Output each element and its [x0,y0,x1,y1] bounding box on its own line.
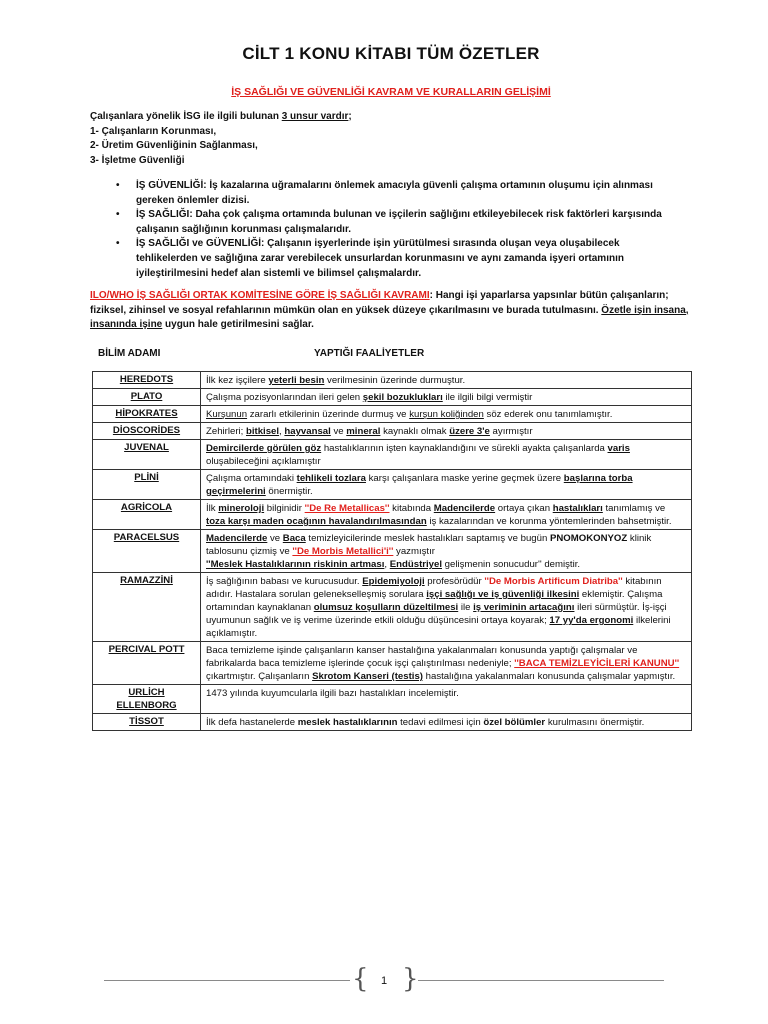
activity-text: meslek hastalıklarının [297,717,398,728]
ilo-paragraph [90,289,690,333]
activity-text: tehlikeli tozlara [296,473,366,484]
activity-text: yazmıştır [393,546,435,557]
activity-text: Epidemiyoloji [362,576,425,587]
activity-text: İş sağlığının babası ve kurucusudur. [206,576,363,587]
activity-text: Baca temizleme işinde çalışanların kanser hastalığına yakalanmaları konusunda yaptığı çalışmalar ve fabrikalarda baca temizleme işlerinde çocuk işçi çalıştırılması nedeniyle; [206,645,638,669]
ilo-text-end: uygun hale getirilmesini sağlar. [162,319,314,331]
activity-text: tanımlamış ve [602,503,666,514]
bullet-icon: • [116,238,120,250]
scientist-name: HİPOKRATES [93,406,201,423]
table-row [93,573,692,642]
footer-rule-left [104,980,350,981]
activity-text: ile ilgili bilgi vermiştir [442,392,533,403]
activity-text: 17 yy'da ergonomi [549,615,634,626]
scientist-activity [201,372,692,389]
table-row [93,406,692,423]
scientist-activity [201,714,692,731]
table-row [93,372,692,389]
table-row [93,685,692,714]
activity-text: kurulmasını önermiştir. [545,717,645,728]
section-subtitle: İŞ SAĞLIĞI VE GÜVENLİĞİ KAVRAM VE KURALLARIN GELİŞİMİ [231,86,551,98]
activity-text: ''BACA TEMİZLEYİCİLERİ KANUNU'' [514,658,680,669]
activity-text: İlk [206,503,219,514]
column-header-scientist: BİLİM ADAMI [98,348,161,359]
definition-text: İŞ GÜVENLİĞİ: İş kazalarına uğramalarını önlemek amacıyla güvenli çalışma ortamının oluşumu için alınması gereken önlemler dizisi. [136,180,653,206]
activity-text: ile [458,602,474,613]
activity-text: hayvansal [284,426,331,437]
activity-text: mineral [346,426,381,437]
table-row [93,714,692,731]
scientist-name: HEREDOTS [93,372,201,389]
intro-item: 1- Çalışanların Korunması, [90,125,217,137]
scientist-name: DİOSCORİDES [93,423,201,440]
activity-text: bilginidir [264,503,305,514]
table-row [93,389,692,406]
activity-text: olumsuz koşulların düzeltilmesi [313,602,459,613]
bullet-icon: • [116,180,120,191]
activity-text: ''De Morbis Artificum Diatriba'' [484,576,623,587]
scientist-name: PARACELSUS [93,530,201,573]
activity-text: varis [607,443,630,454]
definition-text: İŞ SAĞLIĞI ve GÜVENLİĞİ: Çalışanın işyerlerinde işin yürütülmesi sırasında oluşan veya oluşabilecek tehlikelerden ve sağlığına zarar verebilecek unsurlardan korunmasını ve aynı zamanda işyeri ortamının iyileştirilmesini hedef alan sistemli ve bilimsel çalışmalardır. [136,238,624,279]
activity-text: hastalıklarının işten kaynaklandığını ve sürekli ayakta çalışanlarda [321,443,608,454]
activity-text: mineroloji [218,503,265,514]
intro-lead-text: Çalışanlara yönelik İSG ile ilgili bulunan [90,111,282,122]
page-number: 1 [380,975,388,987]
activity-text: İlk defa hastanelerde [206,717,298,728]
intro-lead-end: ; [348,111,352,122]
definition-list [112,179,672,281]
activity-text: hastalığına yakalanmaları konusunda çalışmalar yapmıştır. [422,671,676,682]
activity-text: ''Meslek Hastalıklarının riskinin artması [206,559,385,570]
scientist-name: PLATO [93,389,201,406]
scientist-name: TİSSOT [93,714,201,731]
table-row [93,500,692,530]
footer-brace-right-icon: } [402,964,419,994]
scientist-name: JUVENAL [93,440,201,470]
activity-text: bitkisel [245,426,280,437]
activity-text: 1473 yılında kuyumcularla ilgili bazı hastalıkları incelemiştir. [206,688,459,699]
intro-item: 3- İşletme Güvenliği [90,154,185,166]
activity-text: karşı çalışanlara maske yerine geçmek üzere [365,473,564,484]
scientist-activity [201,470,692,500]
activity-text: Baca [282,533,306,544]
activity-text: verilmesinin üzerinde durmuştur. [324,375,466,386]
activity-text: ve [330,426,347,437]
intro-lead [90,110,352,125]
activity-text: Kurşunun [206,409,248,420]
definition-item [112,208,672,237]
scientist-name: AGRİCOLA [93,500,201,530]
definition-item [112,237,672,281]
definition-item [112,179,672,208]
activity-text: , [384,559,390,570]
activity-text: profesörüdür [424,576,485,587]
scientist-activity [201,530,692,573]
activity-text: gelişmenin sonucudur'' demiştir. [442,559,581,570]
activity-text: şekil bozuklukları [362,392,443,403]
activity-text: başlarına torba geçirmelerini [206,473,633,497]
activity-text: ortaya çıkan [495,503,553,514]
activity-text: Madencilerde [433,503,496,514]
scientist-activity [201,685,692,714]
activity-text: eklemiştir. Çalışma ortamından kaynaklanan [206,589,663,613]
activity-text: iş kazalarından ve korunma yöntemlerinden bahsetmiştir. [426,516,672,527]
activity-text: hastalıkları [552,503,603,514]
page-title: CİLT 1 KONU KİTABI TÜM ÖZETLER [242,44,540,63]
activity-text: , [279,426,285,437]
ilo-text: : Hangi işi yaparlarsa yapsınlar bütün çalışanların; fiziksel, zihinsel ve sosyal refahlarının mümkün olan en yüksek düzeye çıkarılmasını ve burada tutulmasını. [90,290,669,316]
footer-rule-right [418,980,664,981]
activity-text: işçi sağlığı ve iş güvenliği ilkesini [426,589,580,600]
activity-text: klinik tablosunu çizmiş ve [206,533,652,557]
activity-text: kurşun koliğinden [409,409,484,420]
activity-text: çıkartmıştır. Çalışanların [206,671,313,682]
scientists-table [92,371,692,731]
table-row [93,470,692,500]
scientist-activity [201,642,692,685]
activity-text: kitabının adıdır. Hastalara sorulan gelenekselleşmiş sorulara [206,576,662,600]
activity-text: Çalışma pozisyonlarından ileri gelen [206,392,363,403]
column-header-activities: YAPTIĞI FAALİYETLER [314,348,425,359]
activity-text: kaynaklı olmak [380,426,450,437]
intro-lead-underlined: 3 unsur vardır [281,111,349,122]
activity-text: toza karşı maden ocağının havalandırılmasından [206,516,427,527]
activity-text: önermiştir. [265,486,313,497]
scientist-name: RAMAZZİNİ [93,573,201,642]
activity-text: ve [267,533,283,544]
activity-text: söz ederek onu tanımlamıştır. [483,409,613,420]
activity-text: Zehirleri; [206,426,246,437]
activity-text: Madencilerde [206,533,268,544]
definition-text: İŞ SAĞLIĞI: Daha çok çalışma ortamında bulunan ve işçilerin sağlığını etkileyebilecek risk faktörleri karşısında çalışanın sağlığının korunması çalışmalarıdır. [136,209,662,235]
activity-text: üzere 3'e [449,426,490,437]
activity-text: ''De Re Metallicas'' [304,503,390,514]
intro-item: 2- Üretim Güvenliğinin Sağlanması, [90,140,258,152]
scientist-activity [201,573,692,642]
activity-text: temizleyicilerinde meslek hastalıkları saptamış ve bugün [305,533,550,544]
activity-text: zararlı etkilerinin üzerinde durmuş ve [247,409,410,420]
activity-text: ''De Morbis Metallici'i'' [292,546,394,557]
activity-text: özel bölümler [483,717,546,728]
activity-text: yeterli besin [268,375,325,386]
activity-text: İlk kez işçilere [206,375,269,386]
activity-text: kitabında [389,503,434,514]
activity-text: tedavi edilmesi için [397,717,484,728]
bullet-icon: • [116,209,120,221]
activity-text: PNOMOKONYOZ [549,533,628,544]
table-row [93,423,692,440]
activity-text: Demircilerde görülen göz [206,443,322,454]
scientist-activity [201,406,692,423]
table-row [93,440,692,470]
scientist-name: URLİCH ELLENBORG [93,685,201,714]
table-row [93,642,692,685]
footer-brace-left-icon: { [352,964,369,994]
scientist-activity [201,500,692,530]
scientist-activity [201,389,692,406]
activity-text: ayırmıştır [489,426,533,437]
activity-text: iş veriminin artacağını [473,602,575,613]
scientist-name: PLİNİ [93,470,201,500]
scientist-activity [201,423,692,440]
scientist-name: PERCIVAL POTT [93,642,201,685]
activity-text: Çalışma ortamındaki [206,473,297,484]
activity-text: ileri sürmüştür. İş-işçi uyumunun sağlık ve iş verime üzerinde etkili olduğu düşüncesini ortaya koyarak; [206,602,667,626]
activity-text: Skrotom Kanseri (testis) [312,671,423,682]
activity-text: oluşabileceğini açıklamıştır [206,456,321,467]
intro-block [90,110,352,168]
activity-text: ilkelerini açıklamıştır. [206,615,671,639]
scientist-activity [201,440,692,470]
ilo-summary-underlined: Özetle işin insana, insanında işine [90,304,689,331]
activity-text: Endüstriyel [389,559,442,570]
table-row [93,530,692,573]
ilo-heading: ILO/WHO İŞ SAĞLIĞI ORTAK KOMİTESİNE GÖRE İŞ SAĞLIĞI KAVRAMI [90,290,430,301]
